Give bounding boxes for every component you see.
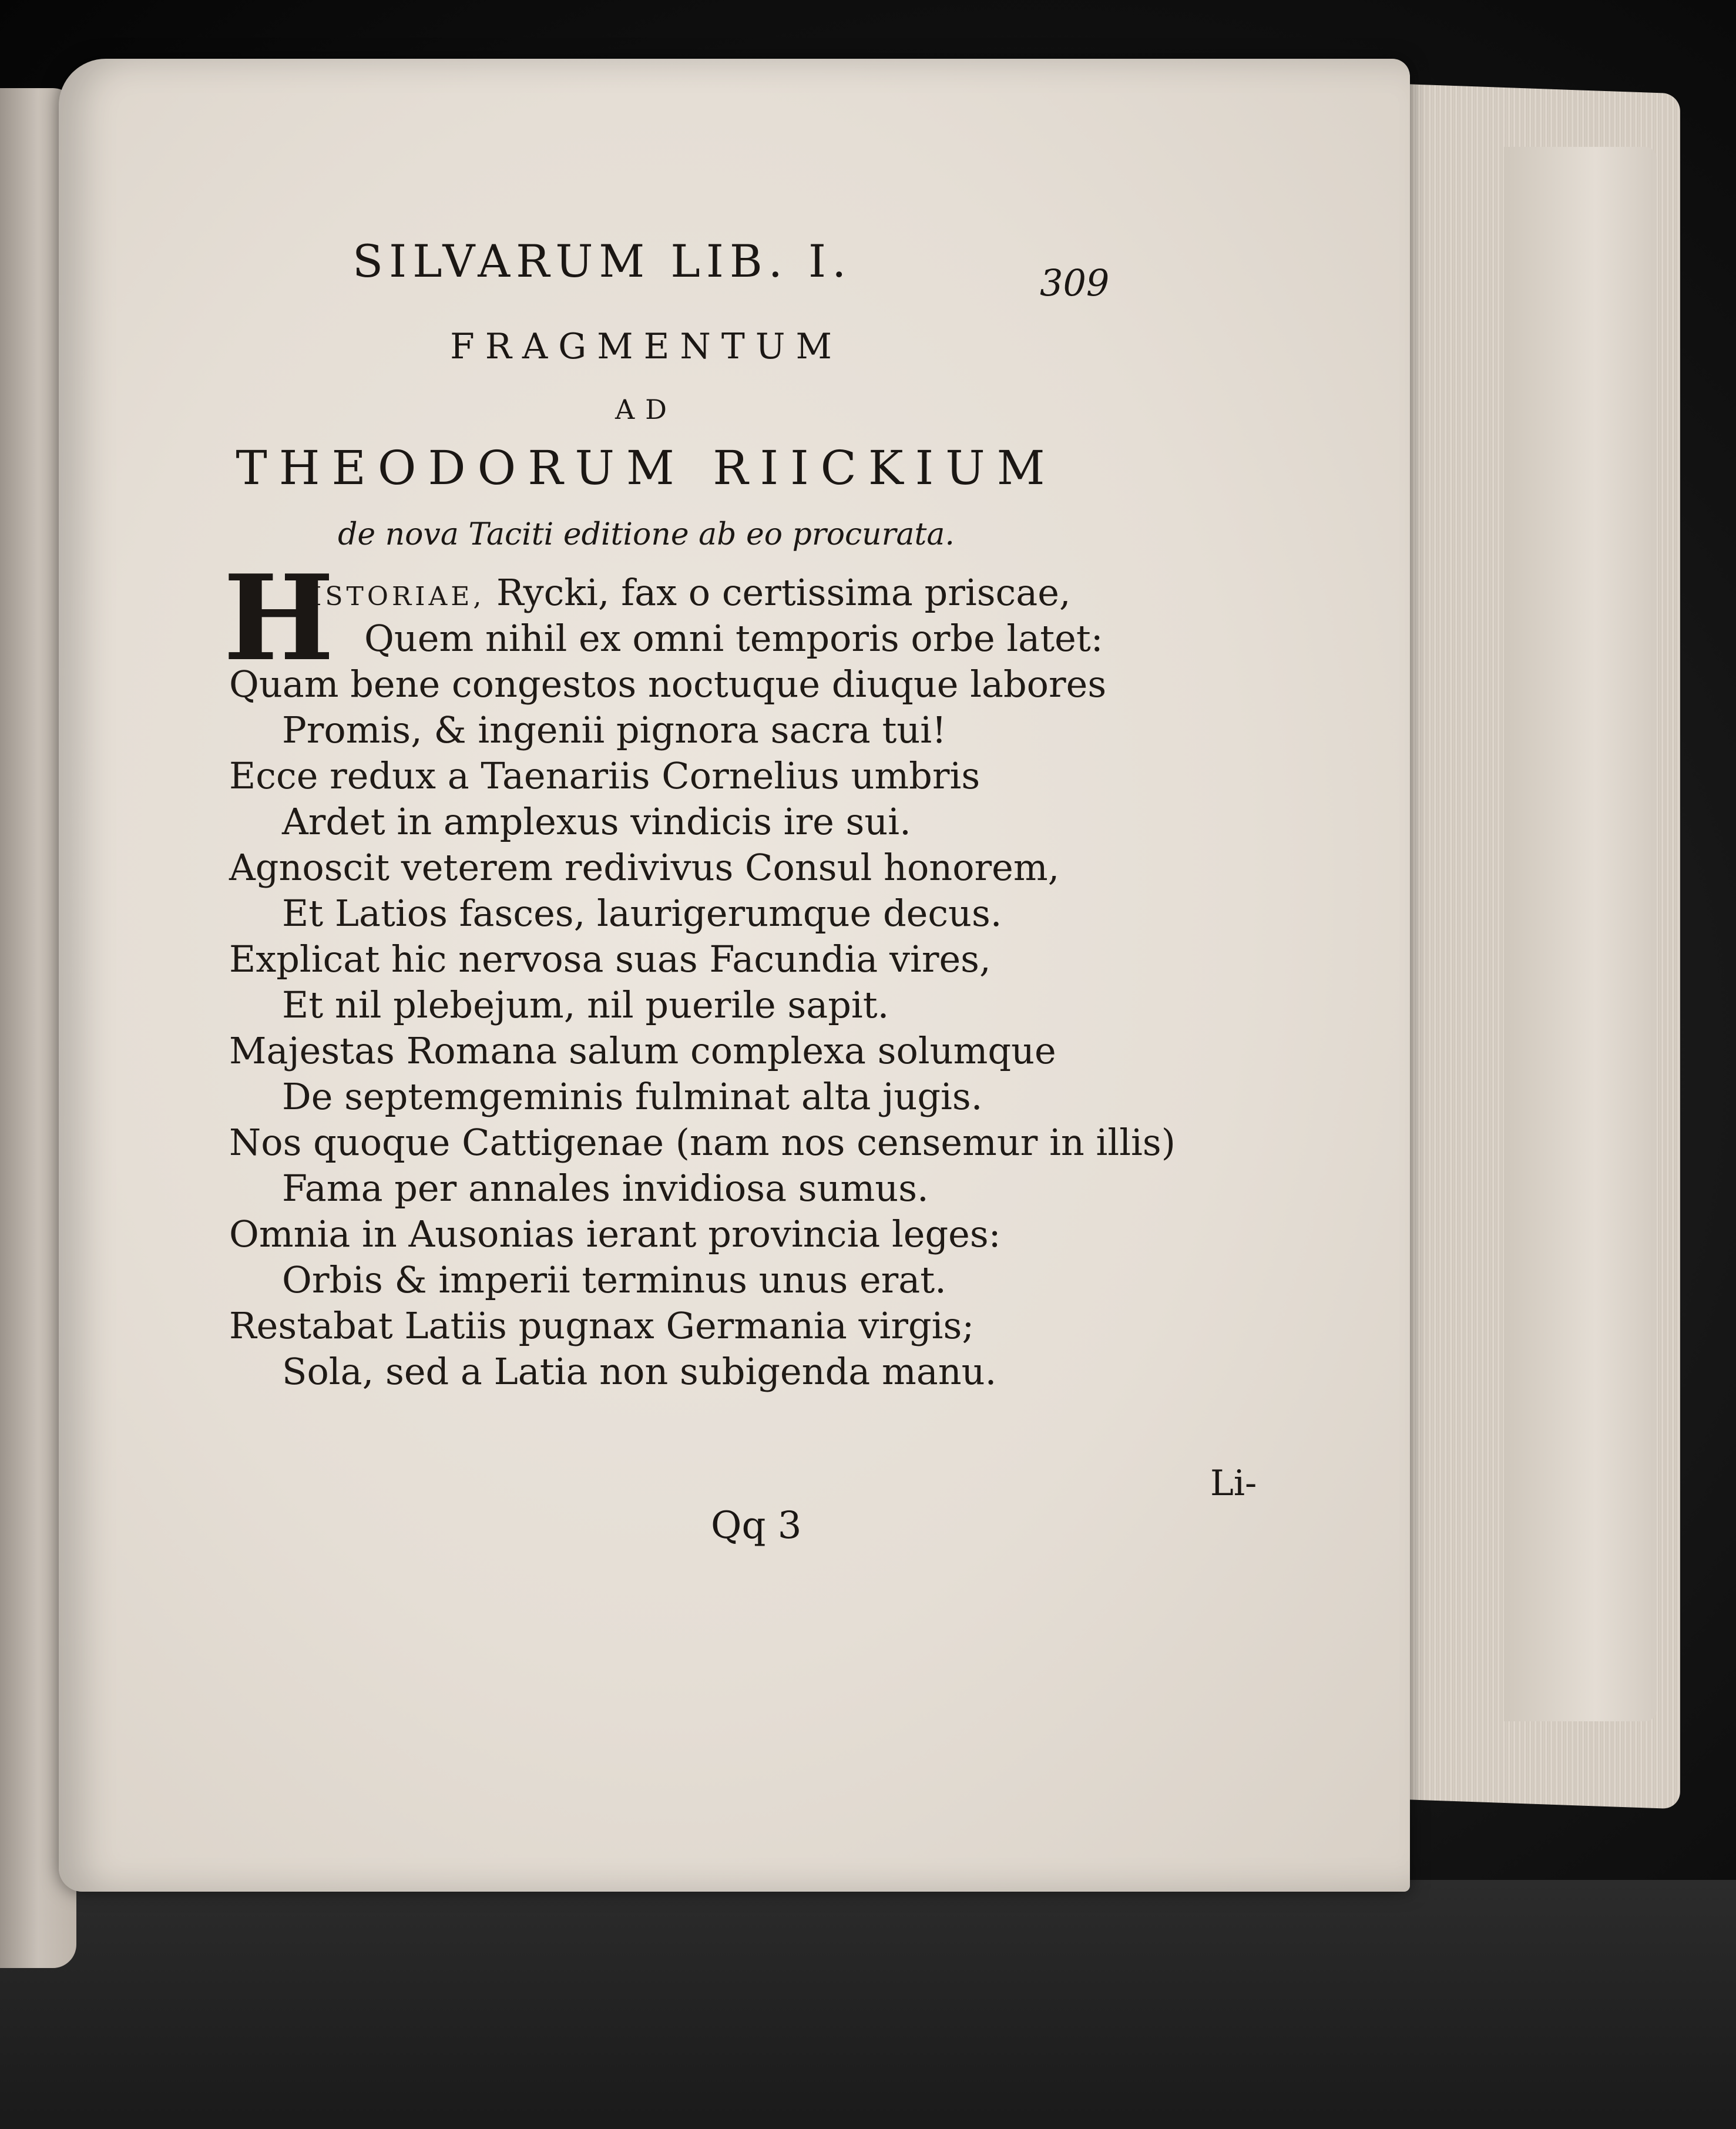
display-tray xyxy=(0,1880,1736,2129)
poem-line: Omnia in Ausonias ierant provincia leges: xyxy=(229,1213,1001,1255)
page-number: 309 xyxy=(1040,261,1110,304)
first-word: ISTORIAE, xyxy=(311,582,485,612)
catchword: Li- xyxy=(1210,1463,1257,1504)
poem-line: Ecce redux a Taenariis Cornelius umbris xyxy=(229,754,981,797)
poem xyxy=(223,549,1176,1395)
poem-line: Ardet in amplexus vindicis ire sui. xyxy=(282,800,911,843)
title-name: THEODORUM RIICKIUM xyxy=(236,441,1057,495)
poem-line: Explicat hic nervosa suas Facundia vires, xyxy=(229,938,991,980)
poem-line: Majestas Romana salum complexa solumque xyxy=(229,1029,1056,1072)
poem-line: Et Latios fasces, laurigerumque decus. xyxy=(282,892,1002,935)
title-subtitle: de nova Taciti editione ab eo procurata. xyxy=(338,517,955,552)
signature-mark: Qq 3 xyxy=(711,1504,802,1547)
poem-line: De septemgeminis fulminat alta jugis. xyxy=(282,1075,983,1118)
poem-line: Restabat Latiis pugnax Germania virgis; xyxy=(229,1304,975,1347)
title-ad: AD xyxy=(615,394,678,425)
poem-line: Nos quoque Cattigenae (nam nos censemur in illis) xyxy=(229,1121,1176,1164)
drop-cap: H xyxy=(223,549,334,687)
page-block-outer-edge xyxy=(1504,147,1657,1721)
poem-line: Quam bene congestos noctuque diuque labores xyxy=(229,663,1107,706)
poem-line: Agnoscit veterem redivivus Consul honorem, xyxy=(229,846,1060,889)
poem-line: Promis, & ingenii pignora sacra tui! xyxy=(282,708,947,751)
poem-line: Quem nihil ex omni temporis orbe latet: xyxy=(364,617,1103,660)
poem-line: Sola, sed a Latia non subigenda manu. xyxy=(282,1350,997,1393)
title-fragmentum: FRAGMENTUM xyxy=(450,326,842,367)
poem-line: Orbis & imperii terminus unus erat. xyxy=(282,1258,946,1301)
running-head: SILVARUM LIB. I. xyxy=(352,235,852,287)
poem-line: Fama per annales invidiosa sumus. xyxy=(282,1167,929,1210)
poem-line: Et nil plebejum, nil puerile sapit. xyxy=(282,983,889,1026)
first-line-rest: Rycki, fax o certissima priscae, xyxy=(485,571,1071,614)
